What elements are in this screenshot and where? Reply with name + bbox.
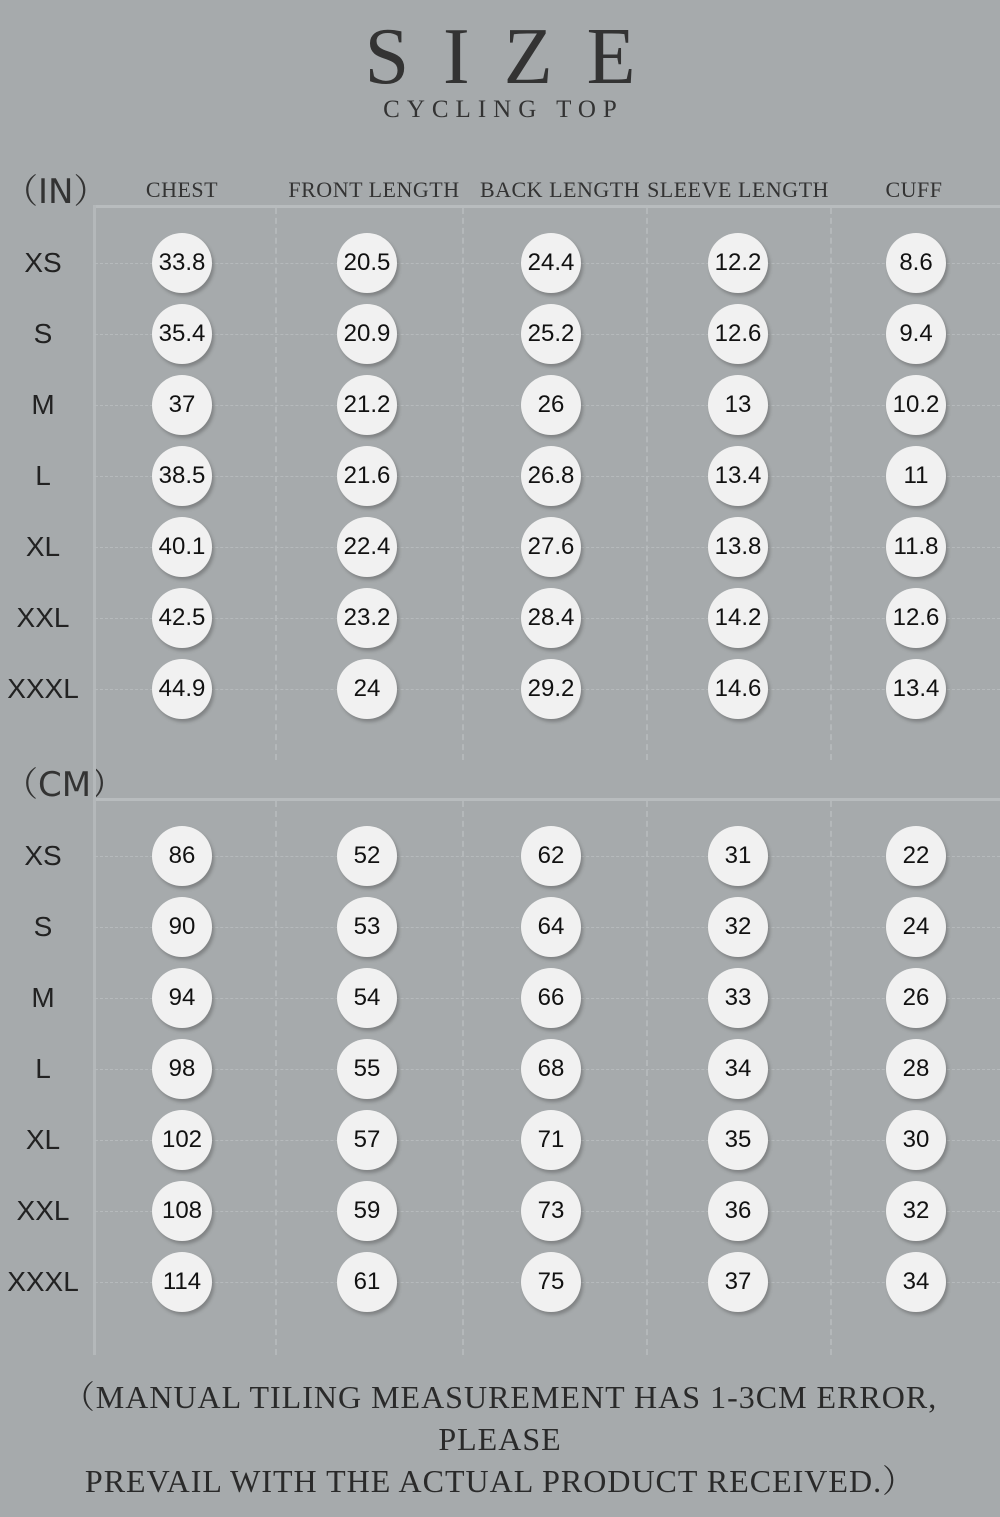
measurement-cell: 25.2 xyxy=(521,304,581,364)
measurement-cell: 32 xyxy=(886,1181,946,1241)
measurement-cell: 20.5 xyxy=(337,233,397,293)
measurement-cell: 11.8 xyxy=(886,517,946,577)
size-label: XL xyxy=(25,1124,61,1155)
measurement-cell: 54 xyxy=(337,968,397,1028)
measurement-cell: 64 xyxy=(521,897,581,957)
page-subtitle: CYCLING TOP xyxy=(383,96,624,123)
unit-label-cm: （CM） xyxy=(4,765,126,805)
measurement-cell: 57 xyxy=(337,1110,397,1170)
measurement-cell: 14.2 xyxy=(708,588,768,648)
size-label: XXXL xyxy=(7,1266,79,1297)
measurement-cell: 8.6 xyxy=(886,233,946,293)
size-label: XS xyxy=(24,840,62,871)
note-line-1: （MANUAL TILING MEASUREMENT HAS 1-3CM ERROR, PLEASE xyxy=(62,1379,938,1457)
measurement-cell: 61 xyxy=(337,1252,397,1312)
measurement-cell: 71 xyxy=(521,1110,581,1170)
measurement-cell: 102 xyxy=(152,1110,212,1170)
measurement-cell: 59 xyxy=(337,1181,397,1241)
table-left-border xyxy=(93,205,96,1355)
header-divider-in xyxy=(93,205,1000,208)
column-header-back-length: BACK LENGTH xyxy=(479,177,641,202)
size-label: L xyxy=(35,1053,51,1084)
measurement-cell: 42.5 xyxy=(152,588,212,648)
column-header-chest: CHEST xyxy=(145,177,219,202)
measurement-cell: 13.8 xyxy=(708,517,768,577)
measurement-cell: 35.4 xyxy=(152,304,212,364)
measurement-cell: 35 xyxy=(708,1110,768,1170)
measurement-cell: 53 xyxy=(337,897,397,957)
measurement-cell: 94 xyxy=(152,968,212,1028)
measurement-cell: 68 xyxy=(521,1039,581,1099)
measurement-cell: 26 xyxy=(886,968,946,1028)
header-divider-cm xyxy=(93,798,1000,801)
measurement-note xyxy=(20,1376,980,1502)
measurement-cell: 44.9 xyxy=(152,659,212,719)
measurement-cell: 24 xyxy=(337,659,397,719)
column-divider xyxy=(462,801,464,1355)
measurement-cell: 34 xyxy=(708,1039,768,1099)
measurement-cell: 33 xyxy=(708,968,768,1028)
column-header-front-length: FRONT LENGTH xyxy=(288,177,460,202)
measurement-cell: 90 xyxy=(152,897,212,957)
measurement-cell: 9.4 xyxy=(886,304,946,364)
measurement-cell: 28 xyxy=(886,1039,946,1099)
measurement-cell: 32 xyxy=(708,897,768,957)
measurement-cell: 22 xyxy=(886,826,946,886)
measurement-cell: 73 xyxy=(521,1181,581,1241)
size-label: XL xyxy=(25,531,61,562)
measurement-cell: 26.8 xyxy=(521,446,581,506)
measurement-cell: 37 xyxy=(708,1252,768,1312)
measurement-cell: 14.6 xyxy=(708,659,768,719)
measurement-cell: 23.2 xyxy=(337,588,397,648)
measurement-cell: 21.2 xyxy=(337,375,397,435)
column-divider xyxy=(646,801,648,1355)
measurement-cell: 12.6 xyxy=(886,588,946,648)
column-divider xyxy=(462,208,464,760)
measurement-cell: 28.4 xyxy=(521,588,581,648)
measurement-cell: 21.6 xyxy=(337,446,397,506)
measurement-cell: 26 xyxy=(521,375,581,435)
measurement-cell: 20.9 xyxy=(337,304,397,364)
measurement-cell: 86 xyxy=(152,826,212,886)
measurement-cell: 13.4 xyxy=(708,446,768,506)
measurement-cell: 75 xyxy=(521,1252,581,1312)
size-label: S xyxy=(33,911,53,942)
measurement-cell: 33.8 xyxy=(152,233,212,293)
size-label: M xyxy=(31,389,55,420)
measurement-cell: 13 xyxy=(708,375,768,435)
page-title: SIZE xyxy=(364,13,670,101)
measurement-cell: 37 xyxy=(152,375,212,435)
measurement-cell: 12.6 xyxy=(708,304,768,364)
measurement-cell: 66 xyxy=(521,968,581,1028)
size-label: XXL xyxy=(16,602,70,633)
measurement-cell: 31 xyxy=(708,826,768,886)
column-divider xyxy=(275,801,277,1355)
note-line-2: PREVAIL WITH THE ACTUAL PRODUCT RECEIVED.） xyxy=(84,1463,916,1499)
measurement-cell: 62 xyxy=(521,826,581,886)
column-divider xyxy=(275,208,277,760)
measurement-cell: 30 xyxy=(886,1110,946,1170)
measurement-cell: 13.4 xyxy=(886,659,946,719)
column-divider xyxy=(830,208,832,760)
unit-label-in: （IN） xyxy=(4,172,108,212)
measurement-cell: 10.2 xyxy=(886,375,946,435)
measurement-cell: 98 xyxy=(152,1039,212,1099)
measurement-cell: 36 xyxy=(708,1181,768,1241)
column-divider xyxy=(830,801,832,1355)
measurement-cell: 55 xyxy=(337,1039,397,1099)
column-divider xyxy=(646,208,648,760)
measurement-cell: 52 xyxy=(337,826,397,886)
measurement-cell: 114 xyxy=(152,1252,212,1312)
column-header-cuff: CUFF xyxy=(885,177,943,202)
size-label: XXXL xyxy=(7,673,79,704)
size-label: M xyxy=(31,982,55,1013)
measurement-cell: 40.1 xyxy=(152,517,212,577)
size-label: XXL xyxy=(16,1195,70,1226)
measurement-cell: 34 xyxy=(886,1252,946,1312)
measurement-cell: 11 xyxy=(886,446,946,506)
measurement-cell: 108 xyxy=(152,1181,212,1241)
measurement-cell: 38.5 xyxy=(152,446,212,506)
size-label: XS xyxy=(24,247,62,278)
measurement-cell: 24.4 xyxy=(521,233,581,293)
measurement-cell: 12.2 xyxy=(708,233,768,293)
size-label: L xyxy=(35,460,51,491)
measurement-cell: 29.2 xyxy=(521,659,581,719)
measurement-cell: 22.4 xyxy=(337,517,397,577)
measurement-cell: 24 xyxy=(886,897,946,957)
column-header-sleeve-length: SLEEVE LENGTH xyxy=(647,177,829,202)
measurement-cell: 27.6 xyxy=(521,517,581,577)
size-label: S xyxy=(33,318,53,349)
